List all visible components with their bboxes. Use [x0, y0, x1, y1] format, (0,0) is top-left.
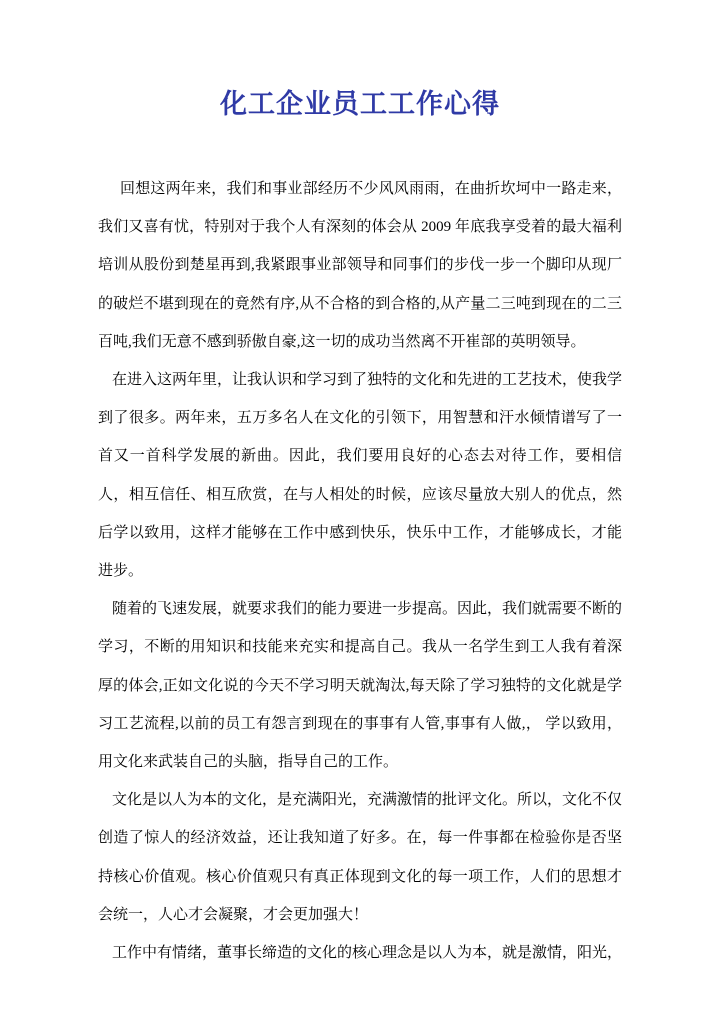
document-body: [98, 170, 622, 972]
paragraph: 回想这两年来，我们和事业部经历不少风风雨雨，在曲折坎坷中一路走来，我们又喜有忧，特别对于我个人有深刻的体会从 2009 年底我享受着的最大福利培训从股份到楚星再到,我紧跟事业部领导和同事们的步伐一步一个脚印从现厂的破烂不堪到现在的竟然有序,从不合格的到合格的,从产量二三吨到现在的二三百吨,我们无意不感到骄傲自豪,这一切的成功当然离不开崔部的英明领导。: [98, 181, 622, 350]
paragraph: 随着的飞速发展，就要求我们的能力要进一步提高。因此，我们就需要不断的学习，不断的用知识和技能来充实和提高自己。我从一名学生到工人我有着深厚的体会,正如文化说的今天不学习明天就淘汰,每天除了学习独特的文化就是学习工艺流程,以前的员工有怨言到现在的事事有人管,事事有人做,， 学以致用，用文化来武装自己的头脑，指导自己的工作。: [98, 601, 623, 771]
page-title: 化工企业员工工作心得: [220, 89, 500, 119]
paragraph: 在进入这两年里，让我认识和学习到了独特的文化和先进的工艺技术，使我学到了很多。两年来，五万多名人在文化的引领下，用智慧和汗水倾情谱写了一首又一首科学发展的新曲。因此，我们要用良好的心态去对待工作，要相信人，相互信任、相互欣赏，在与人相处的时候，应该尽量放大别人的优点，然后学以致用，这样才能够在工作中感到快乐，快乐中工作，才能够成长，才能进步。: [98, 372, 623, 580]
paragraph: 文化是以人为本的文化，是充满阳光，充满激情的批评文化。所以，文化不仅创造了惊人的经济效益，还让我知道了好多。在，每一件事都在检验你是否坚持核心价值观。核心价值观只有真正体现到文化的每一项工作，人们的思想才会统一，人心才会凝聚，才会更加强大！: [98, 792, 623, 923]
paragraph: 工作中有情绪，董事长缔造的文化的核心理念是以人为本，就是激情，阳光，: [112, 945, 623, 962]
